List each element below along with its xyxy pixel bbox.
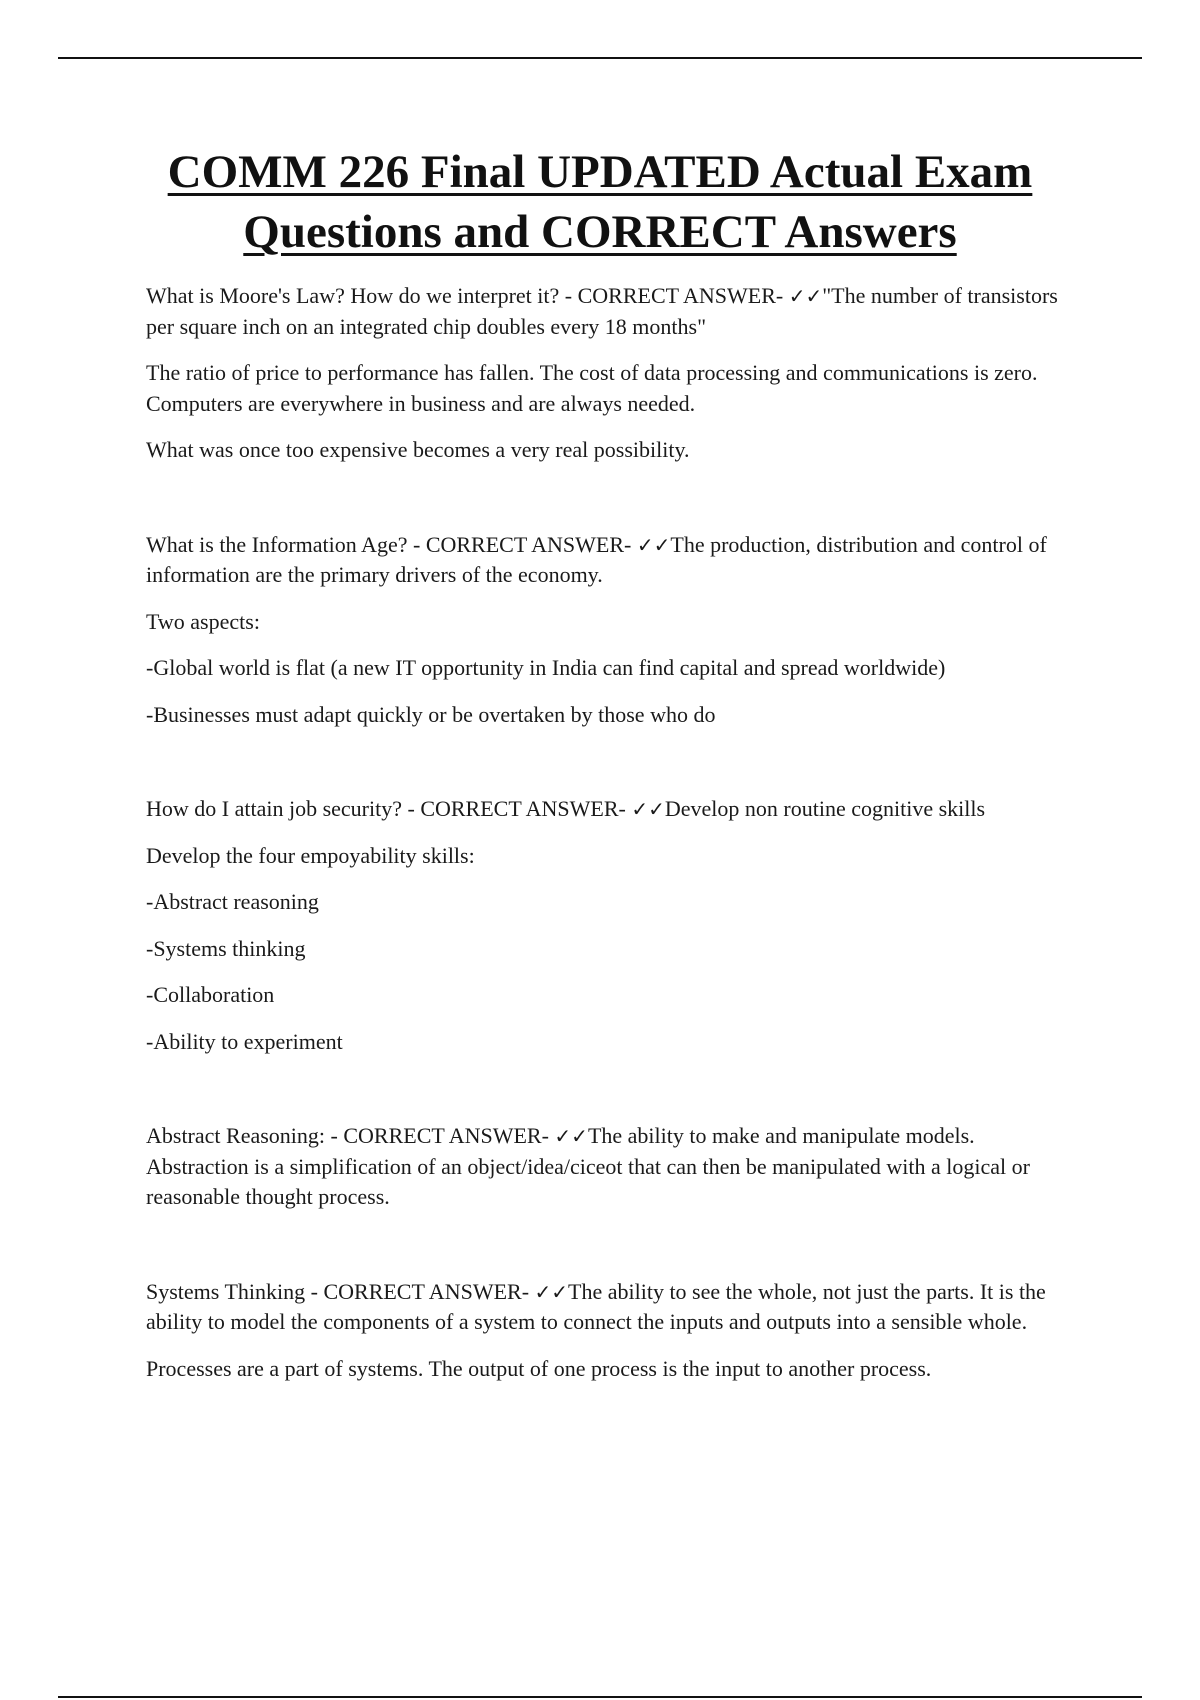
double-check-icon: ✓✓	[788, 284, 823, 308]
title-line-2: Questions and CORRECT Answers	[243, 206, 957, 258]
qa-content	[146, 281, 1061, 1448]
qa-entry	[146, 1121, 1061, 1213]
qa-entry	[146, 794, 1061, 1057]
qa-question-answer	[146, 281, 1061, 342]
question-text: What is Moore's Law? How do we interpret it? -	[146, 283, 578, 308]
answer-text: "The number of transistors per square inch on an integrated chip doubles every 18 months"	[146, 283, 1058, 339]
double-check-icon: ✓✓	[534, 1279, 569, 1304]
document-title	[100, 142, 1100, 262]
answer-paragraph: Two aspects:	[146, 608, 260, 634]
answer-text: The production, distribution and control of information are the primary drivers of the economy.	[146, 531, 1047, 587]
double-check-icon: ✓✓	[554, 1124, 588, 1148]
answer-paragraph: The ratio of price to performance has fallen. The cost of data processing and communications is zero. Computers are everywhere in business and are always needed.	[146, 360, 1038, 416]
answer-marker: CORRECT ANSWER-	[425, 531, 632, 557]
answer-paragraph: Processes are a part of systems. The output of one process is the input to another process.	[146, 1355, 932, 1381]
answer-marker: CORRECT ANSWER-	[323, 1278, 530, 1304]
answer-paragraph: -Ability to experiment	[146, 1028, 343, 1054]
bottom-rule	[58, 1696, 1142, 1698]
qa-entry	[146, 281, 1061, 466]
double-check-icon: ✓✓	[631, 797, 665, 821]
answer-marker: CORRECT ANSWER-	[420, 796, 626, 821]
answer-paragraph: -Systems thinking	[146, 935, 306, 961]
answer-marker: CORRECT ANSWER-	[343, 1123, 549, 1148]
double-check-icon: ✓✓	[636, 532, 671, 557]
answer-paragraph: What was once too expensive becomes a very real possibility.	[146, 437, 690, 462]
qa-question-answer	[146, 530, 1061, 591]
answer-text: Develop non routine cognitive skills	[664, 796, 986, 821]
qa-question-answer	[146, 1277, 1061, 1338]
answer-text: The ability to make and manipulate models. Abstraction is a simplification of an object/idea/ciceot that can then be manipulated with a logical or reasonable thought process.	[146, 1123, 1030, 1209]
title-line-1: COMM 226 Final UPDATED Actual Exam	[167, 146, 1033, 198]
answer-paragraph: -Global world is flat (a new IT opportunity in India can find capital and spread worldwide)	[146, 655, 946, 680]
question-text: Abstract Reasoning: -	[146, 1123, 344, 1148]
qa-question-answer	[146, 1121, 1061, 1213]
qa-entry	[146, 530, 1061, 731]
question-text: What is the Information Age? -	[146, 531, 426, 557]
answer-paragraph: Develop the four empoyability skills:	[146, 842, 475, 868]
answer-paragraph: -Businesses must adapt quickly or be overtaken by those who do	[146, 701, 716, 727]
answer-marker: CORRECT ANSWER-	[577, 283, 784, 308]
question-text: Systems Thinking -	[146, 1278, 324, 1304]
question-text: How do I attain job security? -	[146, 796, 421, 821]
top-rule	[58, 57, 1142, 59]
answer-text: The ability to see the whole, not just the parts. It is the ability to model the components of a system to connect the inputs and outputs into a sensible whole.	[146, 1278, 1046, 1334]
qa-entry	[146, 1277, 1061, 1385]
answer-paragraph: -Abstract reasoning	[146, 889, 319, 914]
qa-question-answer	[146, 794, 1061, 825]
answer-paragraph: -Collaboration	[146, 982, 275, 1007]
